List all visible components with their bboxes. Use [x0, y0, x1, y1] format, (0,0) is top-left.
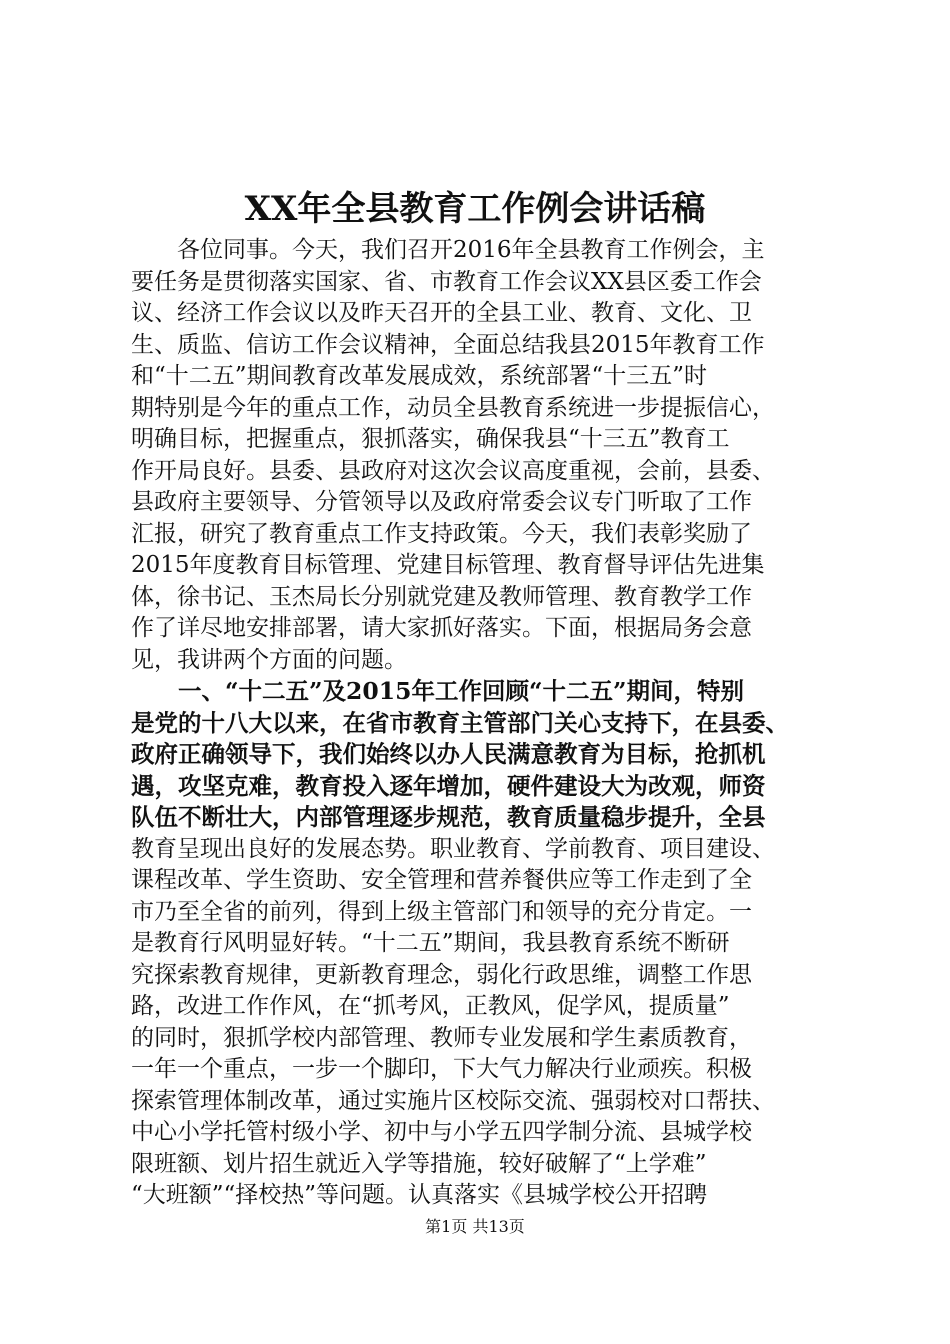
body-line: 议、经济工作会议以及昨天召开的全县工业、教育、文化、卫	[131, 300, 752, 326]
body-line: 期特别是今年的重点工作，动员全县教育系统进一步提振信心，	[131, 394, 775, 421]
body-line: 体，徐书记、玉杰局长分别就党建及教师管理、教育教学工作	[131, 583, 752, 610]
body-line: 汇报，研究了教育重点工作支持政策。今天，我们表彰奖励了	[131, 520, 752, 547]
bold-body-line: 遇，攻坚克难，教育投入逐年增加，硬件建设大为改观，师资	[131, 771, 766, 800]
body-line: 作开局良好。县委、县政府对这次会议高度重视，会前，县委、	[131, 457, 775, 484]
body-line: 2015年度教育目标管理、党建目标管理、教育督导评估先进集	[131, 552, 765, 578]
body-line: 限班额、划片招生就近入学等措施，较好破解了“上学难”	[131, 1150, 707, 1177]
body-line: 各位同事。今天，我们召开2016年全县教育工作例会，主	[131, 237, 765, 263]
body-line: 见，我讲两个方面的问题。	[131, 646, 407, 673]
page-footer: 第1页 共13页	[425, 1217, 525, 1236]
body-line: 作了详尽地安排部署，请大家抓好落实。下面，根据局务会意	[131, 615, 752, 641]
body-line: 中心小学托管村级小学、初中与小学五四学制分流、县城学校	[131, 1119, 752, 1145]
document-body	[131, 235, 831, 1212]
body-line: 要任务是贯彻落实国家、省、市教育工作会议XX县区委工作会	[131, 268, 762, 295]
document-title: XX年全县教育工作例会讲话稿	[244, 189, 706, 229]
body-line: 生、质监、信访工作会议精神，全面总结我县2015年教育工作	[131, 331, 765, 358]
body-line: 和“十二五”期间教育改革发展成效，系统部署“十三五”时	[131, 363, 708, 389]
body-line: 市乃至全省的前列，得到上级主管部门和领导的充分肯定。一	[131, 898, 752, 925]
bold-body-line: 队伍不断壮大，内部管理逐步规范，教育质量稳步提升，全县	[131, 803, 766, 831]
body-line: “大班额”“择校热”等问题。认真落实《县城学校公开招聘	[131, 1182, 708, 1208]
body-line: 明确目标，把握重点，狠抓落实，确保我县“十三五”教育工	[131, 426, 730, 452]
body-line: 究探索教育规律，更新教育理念，弱化行政思维，调整工作思	[131, 961, 752, 988]
body-line: 课程改革、学生资助、安全管理和营养餐供应等工作走到了全	[131, 867, 752, 893]
body-line: 探索管理体制改革，通过实施片区校际交流、强弱校对口帮扶、	[131, 1087, 775, 1114]
body-line: 是教育行风明显好转。“十二五”期间，我县教育系统不断研	[131, 930, 730, 956]
body-line: 的同时，狠抓学校内部管理、教师专业发展和学生素质教育，	[131, 1024, 752, 1051]
body-line: 一年一个重点，一步一个脚印，下大气力解决行业顽疾。积极	[131, 1056, 752, 1082]
body-line: 教育呈现出良好的发展态势。职业教育、学前教育、项目建设、	[131, 835, 775, 862]
bold-body-line: 政府正确领导下，我们始终以办人民满意教育为目标，抢抓机	[131, 740, 766, 768]
body-line: 县政府主要领导、分管领导以及政府常委会议专门听取了工作	[131, 489, 752, 515]
bold-body-line: 是党的十八大以来，在省市教育主管部门关心支持下，在县委、	[131, 708, 789, 737]
body-line: 路，改进工作作风，在“抓考风，正教风，促学风，提质量”	[131, 993, 730, 1019]
section-heading-line: 一、“十二五”及2015年工作回顾“十二五”期间，特别	[131, 677, 744, 705]
